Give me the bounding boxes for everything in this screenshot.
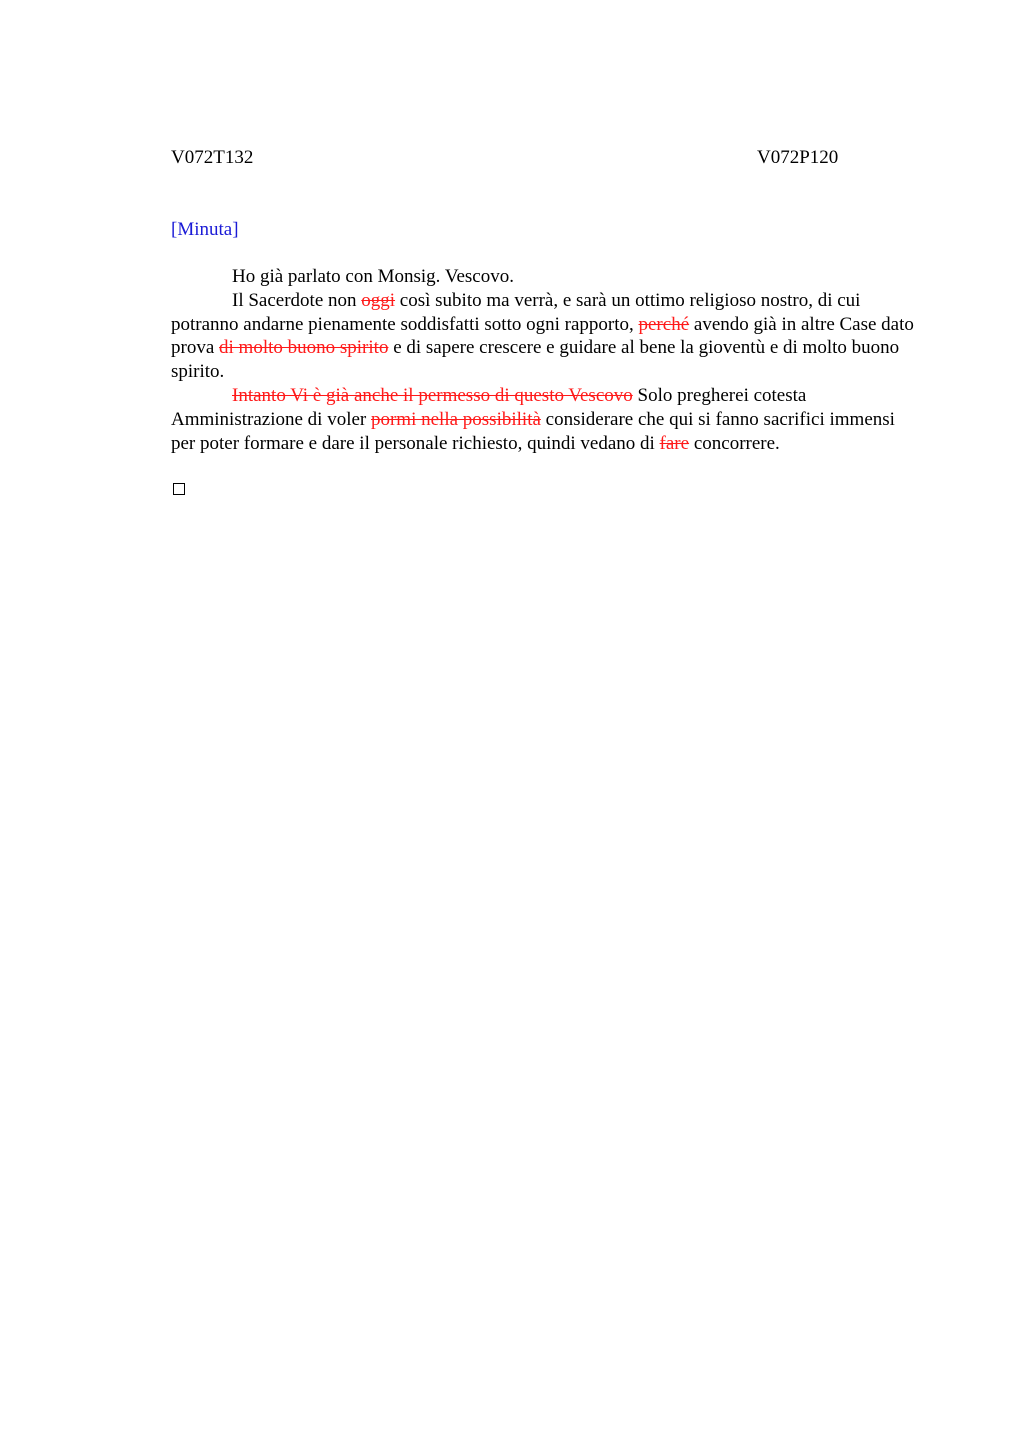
text-segment: concorrere. [689, 432, 780, 454]
document-code-left: V072T132 [171, 147, 254, 168]
text-segment: Il Sacerdote non [232, 289, 362, 311]
document-code-right: V072P120 [757, 147, 839, 168]
paragraph-2 [171, 289, 921, 384]
deleted-text: oggi [361, 289, 396, 311]
minuta-label: [Minuta] [171, 219, 239, 240]
letter-body [171, 265, 921, 455]
deleted-text: perché [638, 313, 690, 335]
paragraph-3 [171, 384, 921, 455]
deleted-text: di molto buono spirito [219, 337, 389, 359]
deleted-text: fare [659, 432, 690, 454]
end-marker-box-icon [173, 483, 185, 495]
deleted-text: Intanto Vi è già anche il permesso di questo Vescovo [232, 384, 633, 406]
text-segment: e di sapere crescere e guidare al bene la gioventù e di molto buono spirito. [171, 337, 900, 383]
text-segment: considerare che qui si fanno sacrifici immensi per poter formare e dare il personale richiesto, quindi vedano di [171, 408, 895, 454]
text-segment: così subito ma verrà, e sarà un ottimo religioso nostro, di cui potranno andarne pienamente soddisfatti sotto ogni rapporto, [171, 289, 861, 335]
text-segment: Solo pregherei cotesta Amministrazione di voler [171, 384, 807, 430]
text-segment: avendo già in altre Case dato prova [171, 313, 914, 359]
deleted-text: pormi nella possibilità [370, 408, 541, 430]
paragraph-1 [171, 265, 921, 289]
paragraph-1-text: Ho già parlato con Monsig. Vescovo. [232, 266, 514, 287]
